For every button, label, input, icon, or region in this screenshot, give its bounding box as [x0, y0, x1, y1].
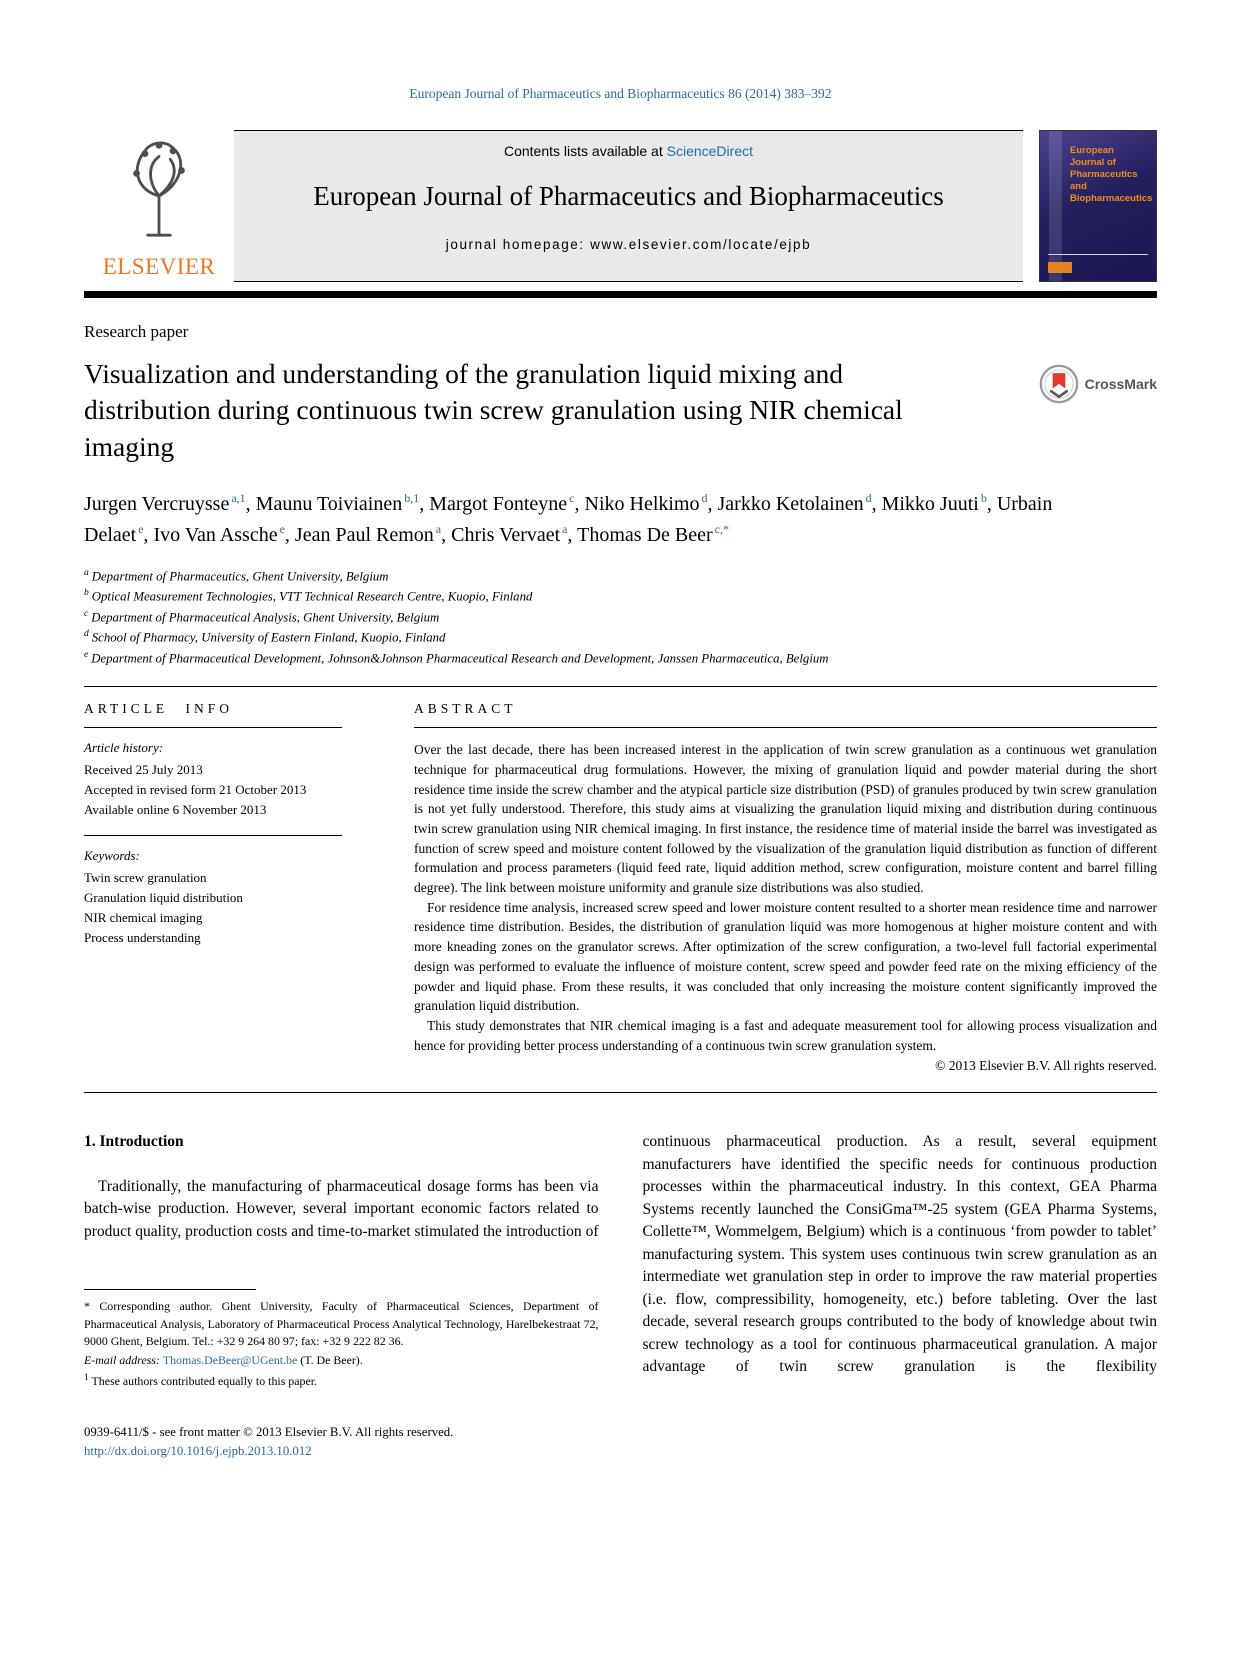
- article-history-item: Received 25 July 2013: [84, 762, 203, 778]
- author-name: Mikko Juuti: [881, 492, 979, 515]
- affiliation-text: Optical Measurement Technologies, VTT Technical Research Centre, Kuopio, Finland: [91, 589, 533, 604]
- author: [577, 524, 729, 546]
- journal-banner: [234, 130, 1023, 282]
- section-heading: 1. Introduction: [84, 1133, 184, 1151]
- author-separator: ,: [986, 492, 997, 515]
- author-name: Ivo Van Assche: [153, 523, 278, 546]
- article-history-label: Article history:: [84, 740, 164, 756]
- affiliation: [84, 607, 1157, 627]
- author-superscript: c: [569, 491, 575, 506]
- keyword-item: Twin screw granulation: [84, 869, 207, 885]
- author-separator: ,: [284, 523, 295, 546]
- article-history-list: [84, 760, 342, 820]
- cover-title-line: Journal of: [1070, 156, 1116, 168]
- crossmark-icon: [1039, 364, 1079, 404]
- author: [256, 493, 430, 515]
- author: [429, 493, 584, 515]
- citation-line: European Journal of Pharmaceutics and Biopharmaceutics 86 (2014) 383–392: [409, 86, 832, 101]
- crossmark-label: CrossMark: [1084, 376, 1157, 392]
- body-left-column: [84, 1131, 599, 1460]
- keywords-list: [84, 868, 342, 949]
- keyword-item: Process understanding: [84, 930, 201, 945]
- email-label: E-mail address:: [84, 1353, 163, 1368]
- author-name: Jean Paul Remon: [294, 523, 434, 546]
- author: [295, 524, 451, 546]
- article-history-item: Accepted in revised form 21 October 2013: [84, 782, 307, 798]
- email-line: [84, 1352, 599, 1369]
- abstract-column: [414, 687, 1157, 1074]
- author-name: Chris Vervaet: [451, 523, 561, 546]
- journal-title: European Journal of Pharmaceutics and Biopharmaceutics: [313, 181, 944, 211]
- author-name: Jarkko Ketolainen: [717, 492, 864, 515]
- affiliation-list: [84, 566, 1157, 668]
- author-superscript: d: [701, 491, 708, 506]
- affiliation-marker: d: [84, 629, 89, 640]
- author-superscript: b,1: [404, 491, 420, 506]
- author-superscript: d: [865, 491, 872, 506]
- cover-title-line: European: [1070, 145, 1114, 156]
- author-superscript: a: [435, 522, 442, 537]
- author-superscript: e: [138, 522, 144, 537]
- keyword-item: NIR chemical imaging: [84, 909, 203, 925]
- crossmark-badge[interactable]: [1039, 364, 1157, 404]
- abstract-copyright: © 2013 Elsevier B.V. All rights reserved.: [935, 1058, 1157, 1074]
- sciencedirect-link[interactable]: ScienceDirect: [666, 143, 753, 159]
- affiliation: [84, 586, 1157, 606]
- author-separator: ,: [441, 523, 452, 546]
- affiliation-text: School of Pharmacy, University of Eastern Finland, Kuopio, Finland: [91, 630, 446, 645]
- journal-header: [84, 130, 1157, 282]
- author-name: Thomas De Beer: [577, 523, 713, 546]
- affiliation-marker: c: [84, 608, 89, 619]
- title-block: [84, 356, 1157, 465]
- affiliation-text: Department of Pharmaceutical Analysis, Ghent University, Belgium: [91, 610, 440, 625]
- elsevier-tree-icon: [115, 134, 203, 238]
- cover-divider: [1048, 254, 1148, 255]
- corresponding-author-note: * Corresponding author. Ghent University, Faculty of Pharmaceutical Sciences, Department of Pharmaceutical Analysis, Laboratory of Pharmaceutical Process Analytical Technology, Harelbekestraat 72, 9000 Ghent, Belgium. Tel.: +32 9 264 80 97; fax: +32 9 222 82 36.: [84, 1299, 599, 1348]
- cover-title-line: Pharmaceutics and: [1070, 168, 1138, 192]
- author-separator: ,: [143, 523, 154, 546]
- affiliation-text: Department of Pharmaceutics, Ghent University, Belgium: [91, 569, 389, 584]
- affiliation-marker: a: [84, 567, 89, 578]
- author-superscript: c,*: [714, 522, 729, 537]
- journal-homepage-link[interactable]: journal homepage: www.elsevier.com/locate/ejpb: [445, 237, 812, 252]
- page: [84, 0, 1157, 1461]
- affiliation-marker: e: [84, 649, 89, 660]
- abstract-paragraph: For residence time analysis, increased screw speed and lower moisture content resulted to a shorter mean residence time and narrower residence time distribution. Besides, the distribution of granulation liquid was more homogenous at higher moisture content and with more kneading zones on the granulator screws. After optimization of the screw configuration, a two-level full factorial experimental design was performed to evaluate the influence of moisture content, screw speed and powder feed rate on the mixing efficiency of the powder and liquid phase. From these results, it was concluded that only increasing the moisture content significantly improved the granulation liquid distribution.: [414, 899, 1157, 1014]
- author-separator: ,: [871, 492, 882, 515]
- issn-line: 0939-6411/$ - see front matter © 2013 Elsevier B.V. All rights reserved.: [84, 1424, 454, 1439]
- elsevier-logo: [84, 130, 234, 282]
- author-separator: ,: [707, 492, 718, 515]
- footnote-block: [84, 1289, 599, 1390]
- header-divider-bar: [84, 291, 1157, 298]
- cover-publisher-mark: [1048, 262, 1072, 273]
- contrib-note: [84, 1371, 599, 1390]
- author-separator: ,: [567, 523, 578, 546]
- elsevier-wordmark: ELSEVIER: [102, 254, 216, 279]
- keywords-label: Keywords:: [84, 847, 140, 863]
- contrib-text: These authors contributed equally to this paper.: [91, 1374, 318, 1389]
- affiliation: [84, 566, 1157, 586]
- email-suffix: (T. De Beer).: [297, 1353, 363, 1368]
- doi-link[interactable]: http://dx.doi.org/10.1016/j.ejpb.2013.10.012: [84, 1443, 312, 1458]
- cover-spine: [1049, 131, 1062, 281]
- author-superscript: e: [279, 522, 285, 537]
- info-abstract-section: [84, 687, 1157, 1074]
- footnote-divider: [84, 1289, 256, 1290]
- article-title: Visualization and understanding of the granulation liquid mixing and distribution during continuous twin screw granulation using NIR chemical imaging: [84, 358, 903, 462]
- affiliation: [84, 648, 1157, 668]
- abstract-paragraph: This study demonstrates that NIR chemical imaging is a fast and adequate measurement tool for allowing process visualization and hence for providing better process understanding of a continuous twin screw granulation system.: [414, 1018, 1157, 1053]
- author-name: Urbain Delaet: [84, 492, 1053, 546]
- info-divider: [84, 835, 342, 836]
- author-superscript: a,1: [231, 491, 246, 506]
- author-name: Niko Helkimo: [584, 492, 700, 515]
- affiliation: [84, 627, 1157, 647]
- body-right-column: [643, 1131, 1158, 1460]
- author: [882, 493, 997, 515]
- contents-line-prefix: Contents lists available at: [503, 143, 667, 159]
- author: [585, 493, 718, 515]
- intro-paragraph-left: Traditionally, the manufacturing of pharmaceutical dosage forms has been via batch-wise production. However, several important economic factors related to product quality, production costs and time-to-market stimulated the introduction of: [84, 1177, 599, 1240]
- abstract-paragraph: Over the last decade, there has been increased interest in the application of twin screw granulation as a continuous wet granulation technique for pharmaceutical drug formulations. However, the mixing of granulation liquid and powder material during the short residence time inside the screw chamber and the atypical particle size distribution (PSD) of granules produced by twin screw granulation is not yet fully understood. Therefore, this study aims at visualizing the granulation liquid mixing and distribution during continuous twin screw granulation using NIR chemical imaging. In first instance, the residence time of material inside the barrel was investigated as function of screw speed and moisture content followed by the visualization of the granulation liquid distribution as function of different formulation and process parameters (liquid feed rate, liquid addition method, screw configuration, moisture content and barrel filling degree). The link between moisture uniformity and granule size distributions was also studied.: [414, 742, 1157, 896]
- abstract-text: [414, 740, 1157, 1055]
- intro-paragraph-right: continuous pharmaceutical production. As a result, several equipment manufacturers have identified the specific needs for continuous production processes within the pharmaceutical industry. In this context, GEA Pharma Systems recently launched the ConsiGma™-25 system (GEA Pharma Systems, Collette™, Wommelgem, Belgium) which is a continuous ‘from powder to tablet’ manufacturing system. This system uses continuous twin screw granulation as an intermediate wet granulation step in order to improve the raw material properties (i.e. flow, compressibility, homogeneity, etc.) before tableting. Over the last decade, several research groups contributed to the body of knowledge about twin screw technology as a tool for continuous pharmaceutical granulation. A major advantage of twin screw granulation is the flexibility: [642, 1133, 1157, 1376]
- author-separator: ,: [574, 492, 585, 515]
- email-link[interactable]: Thomas.DeBeer@UGent.be: [162, 1353, 298, 1368]
- article-history-block: [84, 740, 342, 820]
- section-divider-bottom: [84, 1092, 1157, 1093]
- article-type-label: Research paper: [84, 322, 189, 341]
- author-separator: ,: [419, 492, 430, 515]
- article-info-heading: ARTICLE INFO: [84, 687, 342, 728]
- abstract-heading: ABSTRACT: [414, 687, 1157, 728]
- author: [718, 493, 882, 515]
- affiliation-text: Department of Pharmaceutical Development, Johnson&Johnson Pharmaceutical Research and Development, Janssen Pharmaceutica, Belgium: [91, 650, 829, 665]
- author-name: Jurgen Vercruysse: [84, 492, 230, 515]
- cover-title-block: [1070, 145, 1152, 204]
- contrib-marker: 1: [84, 1372, 89, 1383]
- author: [451, 524, 577, 546]
- author-superscript: b: [980, 491, 987, 506]
- author-list: [84, 489, 1074, 551]
- contents-line: [234, 143, 1023, 159]
- author-name: Maunu Toiviainen: [255, 492, 403, 515]
- author: [154, 524, 295, 546]
- author: [84, 493, 256, 515]
- article-history-item: Available online 6 November 2013: [84, 802, 267, 818]
- author-separator: ,: [245, 492, 256, 515]
- affiliation-marker: b: [84, 588, 89, 599]
- author-superscript: a: [562, 522, 568, 537]
- keyword-item: Granulation liquid distribution: [84, 889, 243, 905]
- author-name: Margot Fonteyne: [429, 492, 568, 515]
- keywords-block: [84, 848, 342, 949]
- cover-title-line: Biopharmaceutics: [1070, 192, 1153, 204]
- body-columns: [84, 1131, 1157, 1460]
- page-footer: [84, 1423, 599, 1461]
- journal-cover-thumbnail: [1039, 130, 1157, 282]
- article-info-column: [84, 687, 342, 1074]
